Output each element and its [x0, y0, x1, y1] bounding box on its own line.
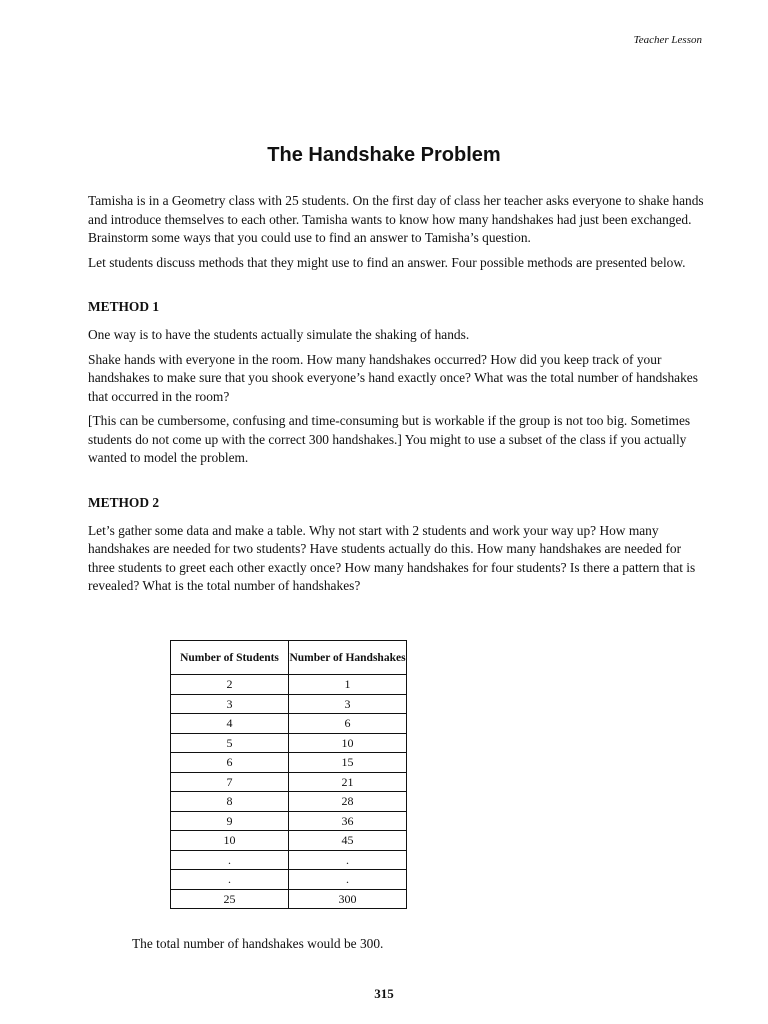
table-row: [171, 675, 407, 695]
students-cell: 6: [171, 753, 289, 773]
handshakes-cell: 28: [289, 792, 407, 812]
handshakes-cell: .: [289, 870, 407, 890]
handshakes-cell: 15: [289, 753, 407, 773]
students-cell: .: [171, 850, 289, 870]
handshakes-cell: 45: [289, 831, 407, 851]
table-row: [171, 889, 407, 909]
page-number: 315: [374, 986, 394, 1001]
students-cell: 8: [171, 792, 289, 812]
students-cell: 5: [171, 733, 289, 753]
column-header-handshakes: Number of Handshakes: [289, 641, 407, 675]
table-row: [171, 831, 407, 851]
table-row: [171, 733, 407, 753]
table-header-row: [171, 641, 407, 675]
method1-paragraph-2: Shake hands with everyone in the room. How many handshakes occurred? How did you keep track of your handshakes to make sure that you shook everyone’s hand exactly once? What was the total number of handshakes that occurred in the room?: [88, 351, 698, 404]
handshakes-cell: .: [289, 850, 407, 870]
table-row: [171, 850, 407, 870]
handshakes-cell: 300: [289, 889, 407, 909]
method1-paragraph-1: One way is to have the students actually simulate the shaking of hands.: [88, 327, 470, 342]
handshakes-cell: 36: [289, 811, 407, 831]
students-cell: 2: [171, 675, 289, 695]
handshakes-cell: 3: [289, 694, 407, 714]
header-note: Teacher Lesson: [633, 34, 702, 46]
students-cell: 3: [171, 694, 289, 714]
table-row: [171, 714, 407, 734]
table-row: [171, 792, 407, 812]
method2-paragraph-1: Let’s gather some data and make a table. Why not start with 2 students and work your way up? How many handshakes are needed for two students? Have students actually do this. How many handshakes are needed for three students to greet each other exactly once? How many handshakes for four students? Is there a pattern that is revealed? What is the total number of handshakes?: [88, 522, 696, 593]
handshakes-cell: 10: [289, 733, 407, 753]
handshakes-cell: 1: [289, 675, 407, 695]
result-statement: The total number of handshakes would be 300.: [132, 936, 384, 951]
method1-heading: METHOD 1: [88, 299, 160, 314]
students-cell: 9: [171, 811, 289, 831]
table-row: [171, 811, 407, 831]
handshake-table: [170, 640, 407, 909]
handshakes-cell: 21: [289, 772, 407, 792]
method1-paragraph-3: [This can be cumbersome, confusing and time-consuming but is workable if the group is not too big. Sometimes students do not come up with the correct 300 handshakes.] You might to use a subset of the class if you actually wanted to model the problem.: [88, 413, 691, 465]
page-title: The Handshake Problem: [267, 144, 501, 166]
students-cell: 7: [171, 772, 289, 792]
table-row: [171, 694, 407, 714]
column-header-students: Number of Students: [171, 641, 289, 675]
students-cell: 10: [171, 831, 289, 851]
students-cell: 25: [171, 889, 289, 909]
method2-heading: METHOD 2: [88, 494, 160, 510]
main-content: [88, 192, 704, 602]
intro-paragraph-1: Tamisha is in a Geometry class with 25 students. On the first day of class her teacher asks everyone to shake hands and introduce themselves to each other. Tamisha wants to know how many handshakes had just been exchanged. Brainstorm some ways that you could use to find an answer to Tamisha’s question.: [88, 193, 704, 245]
students-cell: 4: [171, 714, 289, 734]
handshakes-cell: 6: [289, 714, 407, 734]
students-cell: .: [171, 870, 289, 890]
intro-paragraph-2: Let students discuss methods that they might use to find an answer. Four possible methods are presented below.: [88, 254, 686, 270]
table-row: [171, 753, 407, 773]
table-row: [171, 870, 407, 890]
table-row: [171, 772, 407, 792]
